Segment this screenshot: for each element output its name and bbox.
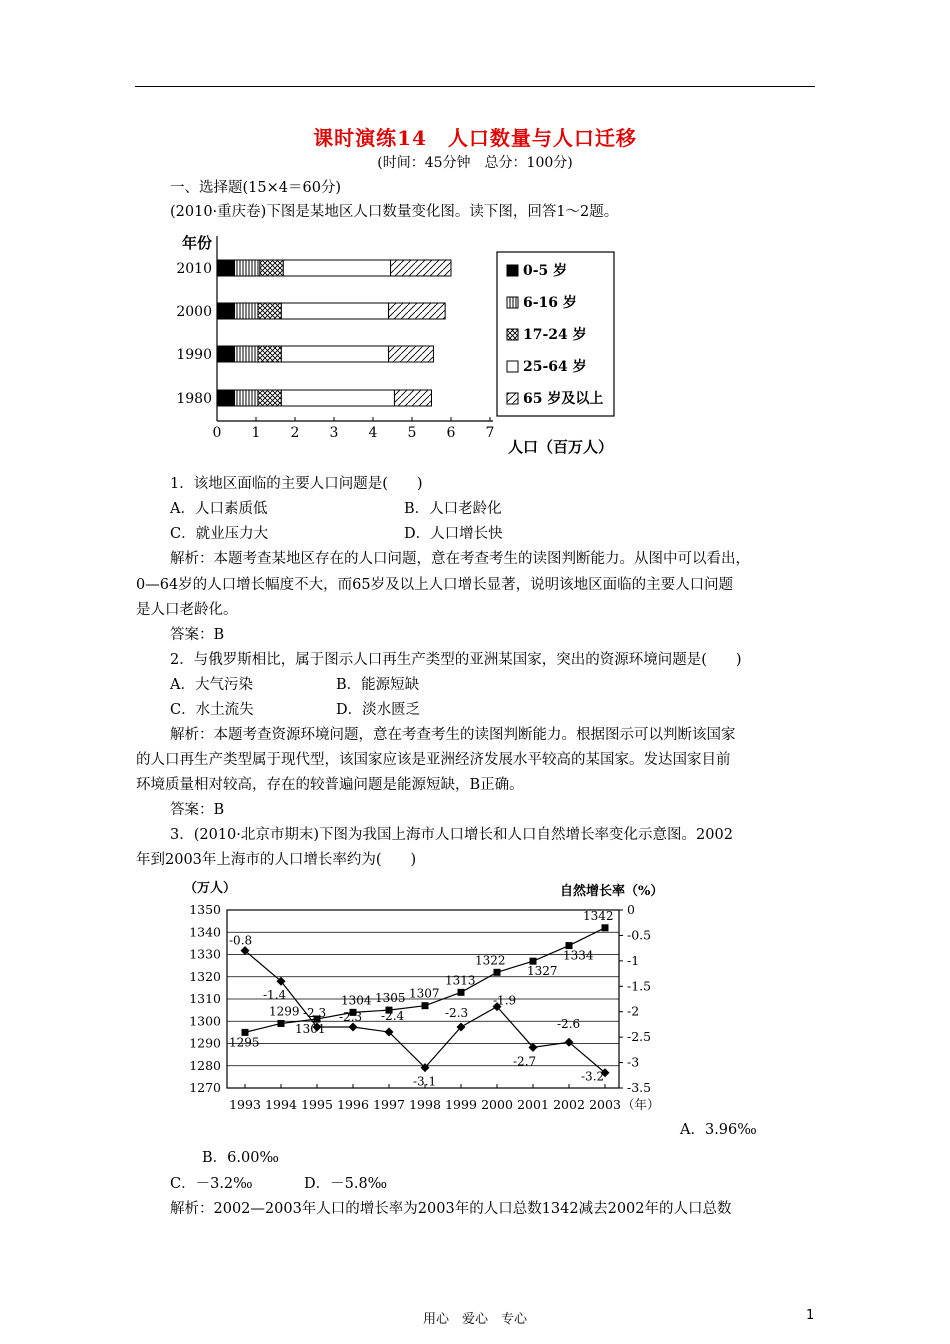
chart1-bar-segment: [235, 303, 258, 319]
header-rule: [135, 86, 815, 87]
q2-option-b: B．能源短缺: [336, 677, 420, 693]
chart1-xlabel: 人口（百万人）: [508, 438, 614, 456]
page-subtitle: (时间：45分钟 总分：100分): [377, 155, 573, 171]
chart1-bar-segment: [283, 260, 390, 276]
chart1-legend-label: 65 岁及以上: [523, 391, 604, 407]
chart2-population-data-label: 1299: [269, 1004, 300, 1019]
chart1-bar-segment: [258, 346, 281, 362]
chart2-population-marker: [278, 1020, 285, 1027]
chart1-bar-segment: [394, 390, 431, 406]
chart2-growth-rate-data-label: -1.4: [263, 988, 287, 1003]
chart1-bar-segment: [217, 303, 235, 319]
chart2-population-data-label: 1307: [409, 986, 440, 1001]
chart1-bar-segment: [260, 260, 283, 276]
chart2-growth-rate-data-label: -3.1: [413, 1074, 437, 1089]
chart2-x-tick-label: 2001: [517, 1097, 549, 1112]
q1-option-d: D．人口增长快: [404, 526, 503, 542]
chart1-x-tick-label: 0: [212, 425, 222, 441]
chart2-growth-rate-data-label: -0.8: [229, 933, 253, 948]
q3-option-d: D．－5.8‰: [304, 1176, 388, 1192]
chart2-population-marker: [422, 1002, 429, 1009]
section-heading: 一、选择题(15×4＝60分): [170, 180, 342, 196]
chart2-x-tick-label: 2000: [481, 1097, 513, 1112]
chart2-growth-rate-data-label: -2.6: [557, 1017, 581, 1032]
chart1-bar-segment: [281, 346, 388, 362]
page-title: 课时演练14 人口数量与人口迁移: [313, 126, 637, 150]
chart2-x-tick-label: 1999: [445, 1097, 477, 1112]
chart2-population-data-label: 1334: [563, 948, 594, 963]
q1-stem: 1．该地区面临的主要人口问题是( ): [170, 476, 423, 492]
page-number: 1: [806, 1308, 815, 1323]
chart1-year-label: 2000: [176, 304, 212, 320]
chart2-population-data-label: 1304: [341, 993, 372, 1008]
chart1-bar-segment: [391, 260, 451, 276]
q1-analysis-line: 0—64岁的人口增长幅度不大，而65岁及以上人口增长显著，说明该地区面临的主要人口问题: [136, 577, 734, 593]
chart2-population-marker: [494, 969, 501, 976]
q3-option-b: B．6.00‰: [202, 1150, 279, 1166]
chart2-left-tick-label: 1340: [189, 924, 221, 940]
q1-option-a: A．人口素质低: [170, 501, 268, 517]
chart2-growth-rate-data-label: -2.7: [513, 1054, 537, 1069]
q2-analysis-line: 的人口再生产类型属于现代型，该国家应该是亚洲经济发展水平较高的某国家。发达国家目前: [136, 752, 731, 768]
q2-option-d: D．淡水匮乏: [336, 702, 421, 718]
chart2-right-tick-label: -2: [627, 1003, 640, 1019]
chart2-growth-rate-data-label: -2.4: [381, 1009, 405, 1024]
chart2-right-tick-label: 0: [627, 902, 635, 917]
chart2-x-tick-label: 1998: [409, 1097, 441, 1112]
q3-stem: 3．(2010·北京市期末)下图为我国上海市人口增长和人口自然增长率变化示意图。2002: [170, 827, 733, 843]
footer-motto: 用心 爱心 专心: [422, 1312, 527, 1327]
chart2-right-tick-label: -1: [627, 952, 640, 968]
q1-answer: 答案：B: [170, 627, 225, 643]
chart2-population-marker: [458, 989, 465, 996]
chart2-left-tick-label: 1320: [189, 968, 221, 984]
chart1-bar-segment: [217, 260, 235, 276]
chart1-bar-segment: [217, 390, 235, 406]
chart2-x-tick-label: 1993: [229, 1097, 261, 1112]
chart2-population-marker: [602, 924, 609, 931]
q2-analysis-line: 解析：本题考查资源环境问题，意在考查考生的读图判断能力。根据图示可以判断该国家: [170, 727, 736, 743]
chart1-bar-segment: [235, 390, 258, 406]
chart1-legend-swatch: [507, 329, 518, 340]
chart2-right-axis-label: 自然增长率（%）: [560, 884, 664, 899]
chart1-year-label: 1980: [176, 391, 212, 407]
chart2-right-tick-label: -3.5: [627, 1080, 652, 1095]
chart2-left-axis-label: （万人）: [184, 881, 237, 896]
chart1-legend-label: 17-24 岁: [523, 327, 587, 343]
chart1-bar-segment: [258, 390, 281, 406]
chart1-legend-swatch: [507, 361, 518, 372]
chart2-population-data-label: 1295: [229, 1035, 260, 1050]
chart2-growth-rate-data-label: -2.3: [445, 1005, 469, 1020]
chart2-left-tick-label: 1310: [189, 991, 221, 1006]
chart2-population-data-label: 1327: [527, 964, 558, 979]
chart1-legend-label: 0-5 岁: [523, 263, 568, 279]
chart1-x-tick-label: 1: [251, 425, 261, 441]
chart2-x-tick-label: 1995: [301, 1097, 333, 1112]
q3-analysis: 解析：2002—2003年人口的增长率为2003年的人口总数1342减去2002年的人口总数: [170, 1201, 732, 1217]
q1-analysis-line: 是人口老龄化。: [136, 602, 238, 618]
chart2-growth-rate-data-label: -2.3: [339, 1009, 363, 1024]
chart1-bar-segment: [281, 303, 388, 319]
chart2-left-tick-label: 1350: [189, 902, 221, 917]
chart2-right-tick-label: -0.5: [627, 927, 652, 943]
chart2-x-tick-label: 2003: [589, 1097, 621, 1112]
chart2-x-tick-label: 1996: [337, 1097, 369, 1112]
chart2-population-data-label: 1313: [445, 973, 476, 988]
chart2-growth-rate-data-label: -3.2: [581, 1069, 605, 1084]
q2-analysis-line: 环境质量相对较高，存在的较普遍问题是能源短缺，B正确。: [136, 777, 524, 793]
chart1-bar-segment: [281, 390, 394, 406]
chart2-population-data-label: 1305: [375, 991, 406, 1006]
chart2-left-tick-label: 1270: [189, 1080, 221, 1095]
chart2-growth-rate-data-label: -2.3: [303, 1005, 327, 1020]
chart2-left-tick-label: 1280: [189, 1057, 221, 1073]
chart1-x-tick-label: 4: [368, 425, 378, 441]
chart1-bar-segment: [389, 303, 446, 319]
q2-option-a: A．大气污染: [170, 677, 253, 693]
chart2-left-tick-label: 1300: [189, 1013, 221, 1029]
chart2-growth-rate-data-label: -1.9: [493, 993, 517, 1008]
chart1-ylabel: 年份: [182, 234, 213, 252]
q3-option-a: A．3.96‰: [680, 1122, 757, 1138]
chart1-year-label: 1990: [176, 347, 212, 363]
chart1-legend-label: 25-64 岁: [523, 359, 587, 375]
chart1-legend-swatch: [507, 265, 518, 276]
chart1-legend-swatch: [507, 393, 518, 404]
chart1-x-tick-label: 3: [329, 425, 339, 441]
chart1-legend-swatch: [507, 297, 518, 308]
population-structure-chart: [170, 228, 630, 460]
chart1-bar-segment: [235, 346, 258, 362]
chart2-population-data-label: 1322: [475, 953, 506, 968]
chart2-x-axis-label: （年）: [622, 1097, 660, 1112]
chart2-population-data-label: 1301: [295, 1022, 326, 1037]
q1-analysis-line: 解析：本题考查某地区存在的人口问题，意在考查考生的读图判断能力。从图中可以看出，: [170, 551, 750, 567]
q1-option-c: C．就业压力大: [170, 526, 269, 542]
chart2-x-tick-label: 1994: [265, 1097, 297, 1112]
shanghai-population-chart: [170, 876, 690, 1116]
chart1-x-tick-label: 2: [290, 425, 300, 441]
q3-stem: 年到2003年上海市的人口增长率约为( ): [136, 852, 417, 868]
q2-stem: 2．与俄罗斯相比，属于图示人口再生产类型的亚洲某国家，突出的资源环境问题是( ): [170, 652, 742, 668]
q2-option-c: C．水土流失: [170, 702, 254, 718]
chart1-x-tick-label: 5: [407, 425, 417, 441]
chart1-bar-segment: [217, 346, 235, 362]
chart1-x-tick-label: 6: [446, 425, 456, 441]
q1-option-b: B．人口老龄化: [404, 501, 502, 517]
chart2-x-tick-label: 2002: [553, 1097, 585, 1112]
chart2-right-tick-label: -3: [627, 1054, 640, 1070]
chart1-bar-segment: [258, 303, 281, 319]
chart2-x-tick-label: 1997: [373, 1097, 405, 1112]
intro-q1-q2: (2010·重庆卷)下图是某地区人口数量变化图。读下图，回答1～2题。: [170, 204, 619, 220]
chart1-bar-segment: [389, 346, 434, 362]
chart2-left-tick-label: 1330: [189, 946, 221, 962]
chart2-right-tick-label: -1.5: [627, 978, 652, 994]
chart2-left-tick-label: 1290: [189, 1035, 221, 1051]
chart2-population-data-label: 1342: [583, 908, 614, 923]
chart1-legend-label: 6-16 岁: [523, 295, 577, 311]
chart1-year-label: 2010: [176, 261, 212, 277]
q3-option-c: C．－3.2‰: [170, 1176, 253, 1192]
chart1-bar-segment: [235, 260, 260, 276]
chart1-x-tick-label: 7: [485, 425, 495, 441]
q2-answer: 答案：B: [170, 802, 225, 818]
chart2-right-tick-label: -2.5: [627, 1029, 652, 1045]
